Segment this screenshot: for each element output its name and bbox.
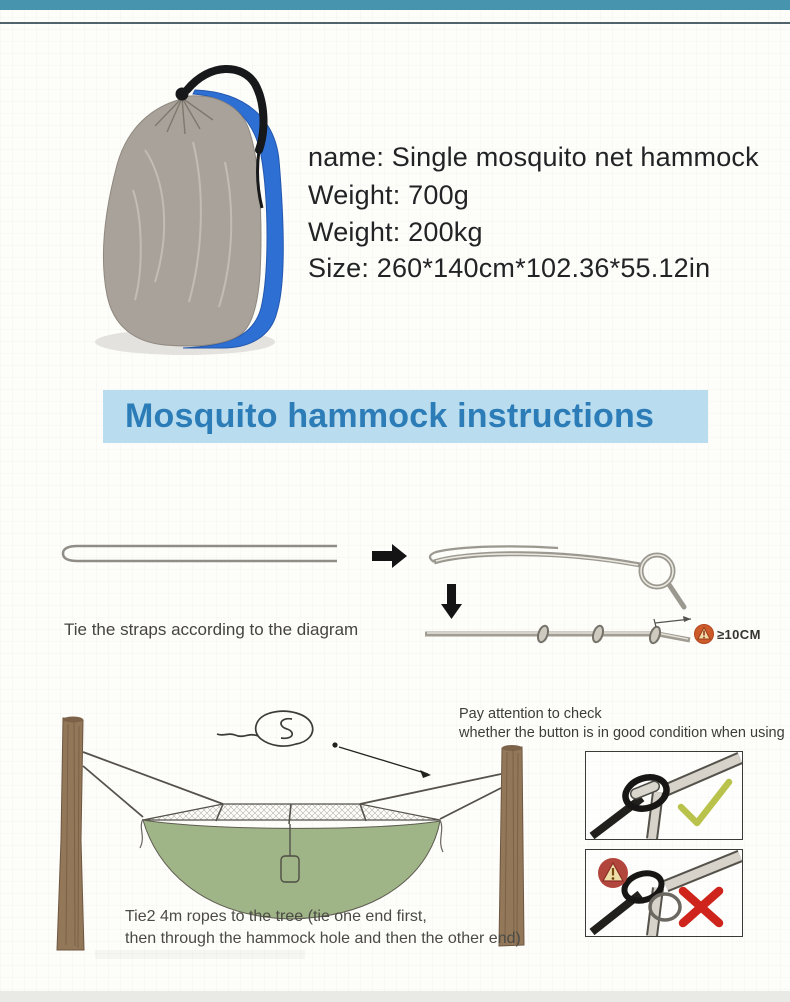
- knotted-rope: [425, 625, 690, 645]
- min-distance-warning-icon: [695, 625, 714, 644]
- section-title-banner: [103, 390, 708, 443]
- pointer-arrow: [332, 742, 431, 778]
- bag-cord-knot: [176, 88, 189, 101]
- stuff-sack-photo: [85, 50, 315, 360]
- cross-icon: [683, 891, 719, 923]
- strap-caption: Tie the straps according to the diagram: [64, 620, 359, 639]
- strap-diagram: [0, 518, 790, 673]
- check-icon: [681, 782, 729, 823]
- button-check-note-line1: Pay attention to check: [459, 706, 602, 722]
- spec-load-capacity: Weight: 200kg: [308, 217, 483, 247]
- correct-buckle-illustration: [586, 752, 742, 839]
- hammock-caption-line2: then through the hammock hole and then the other end): [125, 930, 521, 947]
- folded-strap: [63, 546, 337, 561]
- looped-strap: [430, 546, 684, 607]
- measurement-line: [654, 616, 691, 627]
- incorrect-buckle-illustration: [586, 850, 742, 936]
- button-check-note-line2: whether the button is in good condition when using: [459, 725, 785, 741]
- bottom-strip: [0, 991, 790, 1002]
- top-accent-line: [0, 22, 790, 24]
- top-accent-bar: [0, 0, 790, 10]
- snail-doodle: [217, 711, 313, 746]
- tree-left: [57, 717, 84, 951]
- scan-smudge: [95, 950, 305, 959]
- hammock-body: [143, 820, 440, 919]
- arrow-down-icon: [441, 584, 462, 619]
- section-title: Mosquito hammock instructions: [125, 397, 655, 435]
- spec-weight: Weight: 700g: [308, 180, 470, 210]
- min-distance-label: ≥10CM: [717, 627, 761, 642]
- arrow-right-icon: [372, 544, 407, 568]
- tree-right: [499, 745, 524, 946]
- spec-name: name: Single mosquito net hammock: [308, 142, 759, 172]
- panel-correct-buckle: [585, 751, 743, 840]
- warning-badge-icon: [598, 858, 628, 888]
- spec-size: Size: 260*140cm*102.36*55.12in: [308, 253, 711, 283]
- bag-body: [103, 96, 261, 346]
- hammock-caption-line1: Tie2 4m ropes to the tree (tie one end first,: [125, 908, 427, 925]
- panel-incorrect-buckle: [585, 849, 743, 937]
